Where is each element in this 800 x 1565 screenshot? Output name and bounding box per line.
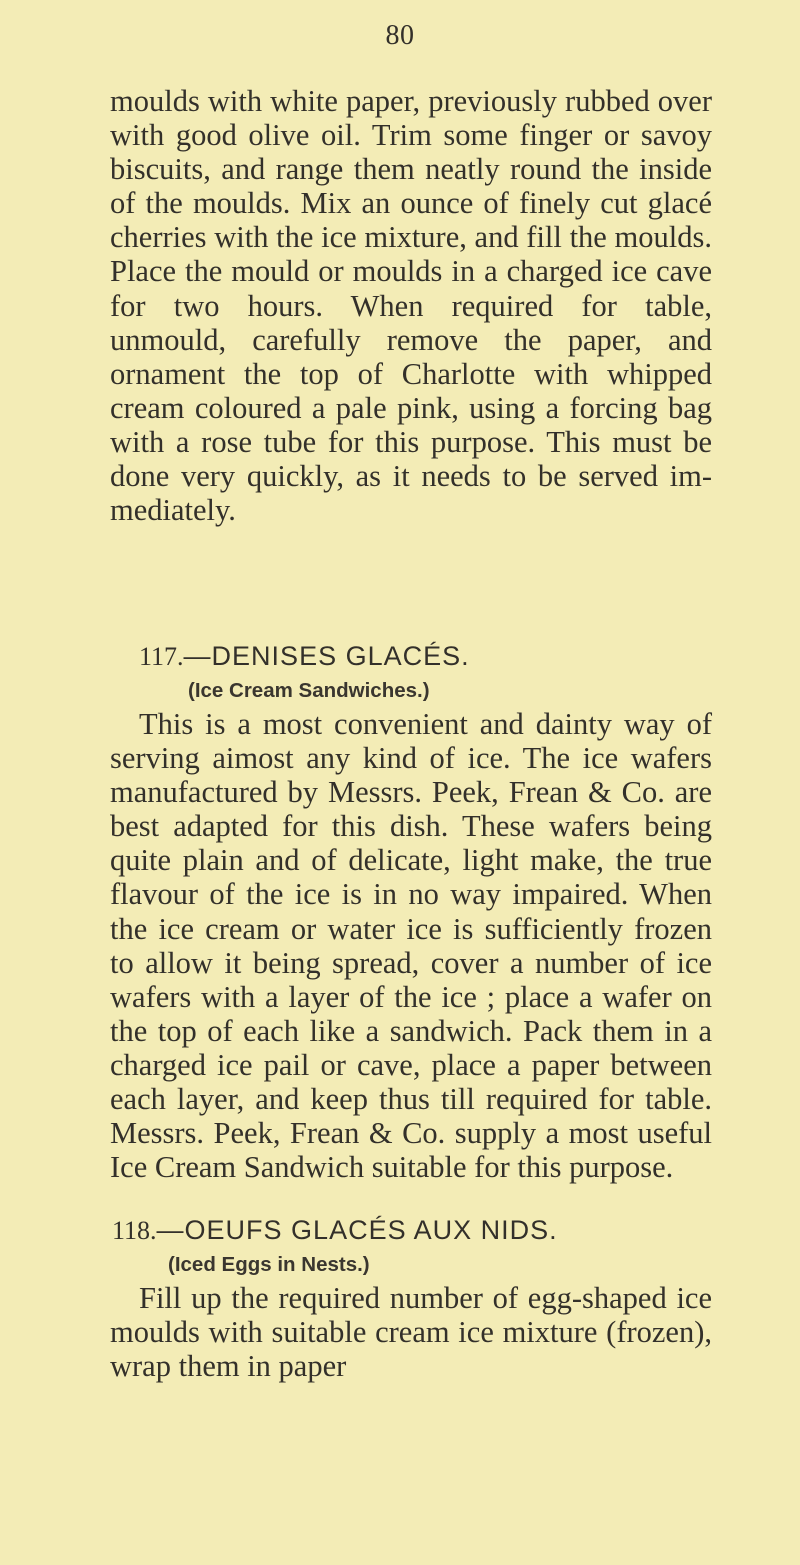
recipe-number: 117.: [139, 642, 184, 671]
recipe-subtitle: (Ice Cream Sandwiches.): [188, 679, 430, 702]
recipe-heading: [110, 640, 712, 673]
recipe-heading: [110, 1214, 712, 1247]
recipe-paragraph: This is a most convenient and dainty way of serving aimost any kind of ice. The ice wafers manufactured by Messrs. Peek, Frean & Co. are best adapted for this dish. These wafers being quite plain and of delicate, light make, the true flavour of the ice is in no way impaired. When the ice cream or water ice is sufficiently frozen to allow it being spread, cover a number of ice wafers with a layer of the ice ; place a wafer on the top of each like a sandwich. Pack them in a charged ice pail or cave, place a paper between each layer, and keep thus till required for table. Messrs. Peek, Frean & Co. supply a most useful Ice Cream Sandwich suitable for this purpose.: [110, 707, 712, 1185]
recipe-117: [110, 640, 712, 1184]
continuation-paragraph: moulds with white paper, previously rubbed over with good olive oil. Trim some finger or savoy biscuits, and range them neatly round the inside of the moulds. Mix an ounce of finely cut glacé cherries with the ice mixture, and fill the moulds. Place the mould or moulds in a charged ice cave for two hours. When required for table, unmould, carefully remove the paper, and ornament the top of Charlotte with whipped cream coloured a pale pink, using a forcing bag with a rose tube for this purpose. This must be done very quickly, as it needs to be served im-mediately.: [110, 84, 712, 528]
recipe-title: —OEUFS GLACÉS AUX NIDS.: [156, 1215, 558, 1245]
recipe-number: 118.: [112, 1216, 157, 1245]
recipe-paragraph: Fill up the required number of egg-shaped ice moulds with suitable cream ice mixture (frozen), wrap them in paper: [110, 1281, 712, 1384]
recipe-118: [110, 1214, 712, 1383]
recipe-subtitle: (Iced Eggs in Nests.): [168, 1253, 370, 1276]
page-number: 80: [385, 20, 415, 51]
continuation-block: [110, 84, 712, 527]
recipe-title: —DENISES GLACÉS.: [183, 641, 470, 671]
